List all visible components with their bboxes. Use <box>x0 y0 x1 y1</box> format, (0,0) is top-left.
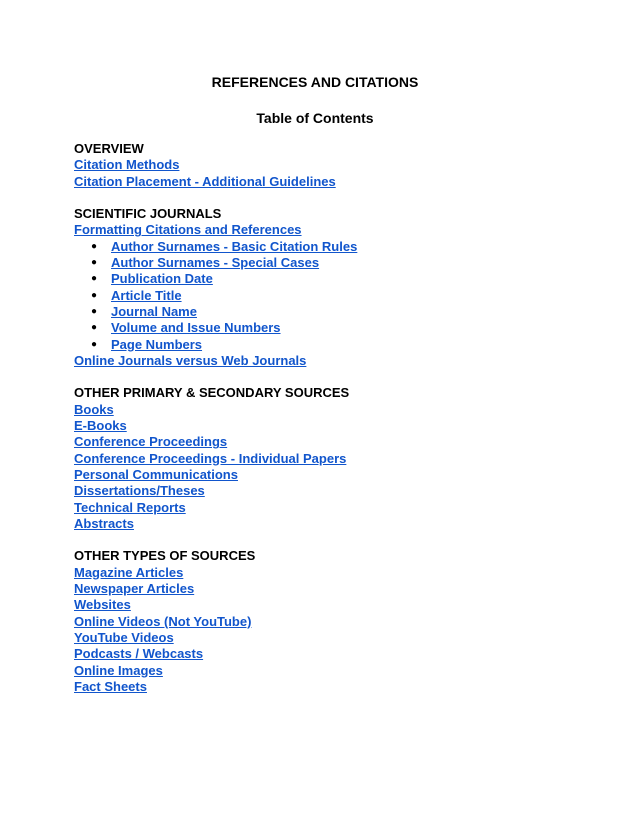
toc-link-technical-reports[interactable]: Technical Reports <box>74 499 186 515</box>
list-item <box>74 288 574 304</box>
list-item <box>74 255 574 271</box>
bullet-icon: ● <box>91 257 98 269</box>
toc-link-article-title[interactable]: Article Title <box>111 287 182 303</box>
section-heading-primary-secondary: OTHER PRIMARY & SECONDARY SOURCES <box>74 385 350 401</box>
bullet-icon: ● <box>91 338 98 350</box>
spacer <box>74 532 574 548</box>
bullet-icon: ● <box>91 240 98 252</box>
toc-link-citation-methods[interactable]: Citation Methods <box>74 157 180 173</box>
section-heading-other-types: OTHER TYPES OF SOURCES <box>74 548 256 564</box>
bullet-icon: ● <box>91 322 98 334</box>
bullet-icon: ● <box>91 305 98 317</box>
list-item <box>74 304 574 320</box>
spacer <box>74 369 574 385</box>
toc-link-personal-communications[interactable]: Personal Communications <box>74 466 238 482</box>
section-heading-overview: OVERVIEW <box>74 141 144 156</box>
toc-link-magazine-articles[interactable]: Magazine Articles <box>74 564 184 580</box>
document-title: REFERENCES AND CITATIONS <box>211 74 419 90</box>
toc-link-e-books[interactable]: E-Books <box>74 418 127 434</box>
table-of-contents <box>74 141 574 695</box>
spacer <box>74 190 574 206</box>
list-item <box>74 239 574 255</box>
list-item <box>74 320 574 336</box>
section-heading-scientific-journals: SCIENTIFIC JOURNALS <box>74 206 222 222</box>
toc-link-online-videos[interactable]: Online Videos (Not YouTube) <box>74 613 252 629</box>
toc-link-dissertations[interactable]: Dissertations/Theses <box>74 483 205 499</box>
toc-link-newspaper-articles[interactable]: Newspaper Articles <box>74 581 195 597</box>
toc-link-citation-placement[interactable]: Citation Placement - Additional Guidelines <box>74 173 336 189</box>
toc-link-publication-date[interactable]: Publication Date <box>111 271 213 287</box>
toc-link-volume-issue[interactable]: Volume and Issue Numbers <box>111 320 281 336</box>
bullet-icon: ● <box>91 273 98 285</box>
list-item <box>74 271 574 287</box>
toc-link-online-journals[interactable]: Online Journals versus Web Journals <box>74 352 307 368</box>
toc-link-fact-sheets[interactable]: Fact Sheets <box>74 678 147 694</box>
toc-link-websites[interactable]: Websites <box>74 597 131 613</box>
toc-link-author-surnames-basic[interactable]: Author Surnames - Basic Citation Rules <box>111 238 358 254</box>
toc-title: Table of Contents <box>256 110 374 126</box>
toc-link-podcasts[interactable]: Podcasts / Webcasts <box>74 646 204 662</box>
toc-link-author-surnames-special[interactable]: Author Surnames - Special Cases <box>111 255 320 271</box>
toc-link-conference-proceedings[interactable]: Conference Proceedings <box>74 434 228 450</box>
bullet-icon: ● <box>91 289 98 301</box>
toc-link-online-images[interactable]: Online Images <box>74 662 163 678</box>
toc-link-journal-name[interactable]: Journal Name <box>111 303 197 319</box>
toc-link-formatting-citations[interactable]: Formatting Citations and References <box>74 222 302 238</box>
toc-link-youtube-videos[interactable]: YouTube Videos <box>74 629 174 645</box>
toc-link-abstracts[interactable]: Abstracts <box>74 515 134 531</box>
toc-link-conference-papers[interactable]: Conference Proceedings - Individual Papers <box>74 450 347 466</box>
toc-link-books[interactable]: Books <box>74 401 114 417</box>
list-item <box>74 337 574 353</box>
toc-link-page-numbers[interactable]: Page Numbers <box>111 336 203 352</box>
